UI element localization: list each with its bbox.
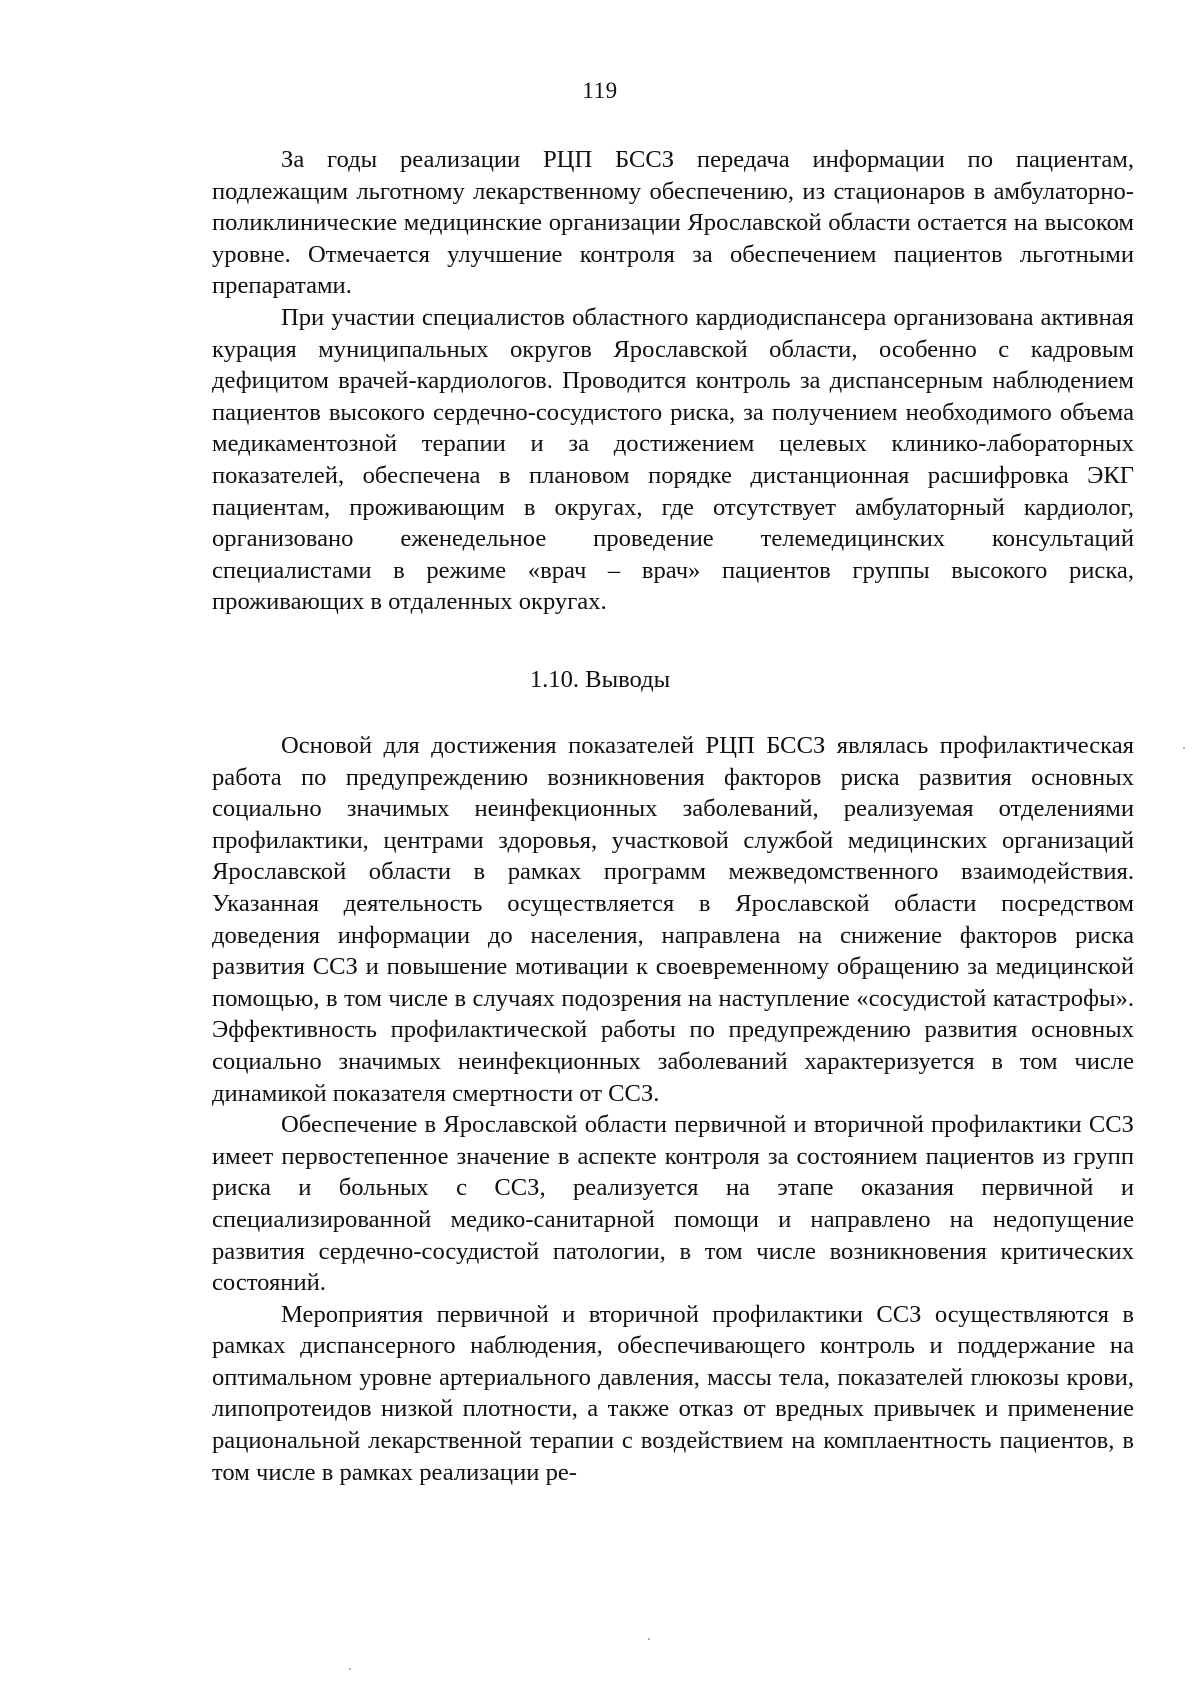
paragraph: Мероприятия первичной и вторичной профилактики ССЗ осуществляются в рамках диспансерного наблюдения, обеспечивающего контроль и поддержание на оптимальном уровне артериального давления, массы тела, показателей глюкозы крови, липопротеидов низкой плотности, а также отказ от вредных привычек и применение рациональной лекарственной терапии с воздействием на комплаентность пациентов, в том числе в рамках реализации ре-	[212, 1300, 1134, 1486]
text-block-before-heading	[212, 144, 1134, 618]
text-block-after-heading	[212, 730, 1134, 1488]
scan-speck	[349, 1668, 351, 1670]
paragraph: Обеспечение в Ярославской области первичной и вторичной профилактики ССЗ имеет первостепенное значение в аспекте контроля за состоянием пациентов из групп риска и больных с ССЗ, реализуется на этапе оказания первичной и специализированной медико-санитарной помощи и направлено на недопущение развития сердечно-сосудистой патологии, в том числе возникновения критических состояний.	[212, 1111, 1134, 1297]
scan-speck	[648, 1638, 650, 1640]
paragraph: При участии специалистов областного кардиодиспансера организована активная курация муниципальных округов Ярославской области, особенно с кадровым дефицитом врачей-кардиологов. Проводится контроль за диспансерным наблюдением пациентов высокого сердечно-сосудистого риска, за получением необходимого объема медикаментозной терапии и за достижением целевых клинико-лабораторных показателей, обеспечена в плановом порядке дистанционная расшифровка ЭКГ пациентам, проживающим в округах, где отсутствует амбулаторный кардиолог, организовано еженедельное проведение телемедицинских консультаций специалистами в режиме «врач – врач» пациентов группы высокого риска, проживающих в отдаленных округах.	[212, 303, 1134, 616]
paragraph: За годы реализации РЦП БССЗ передача информации по пациентам, подлежащим льготному лекарственному обеспечению, из стационаров в амбулаторно-поликлинические медицинские организации Ярославской области остается на высоком уровне. Отмечается улучшение контроля за обеспечением пациентов льготными препаратами.	[212, 146, 1134, 300]
scan-speck	[1183, 747, 1185, 749]
page-number: 119	[582, 78, 618, 103]
paragraph: Основой для достижения показателей РЦП БССЗ являлась профилактическая работа по предупреждению возникновения факторов риска развития основных социально значимых неинфекционных заболеваний, реализуемая отделениями профилактики, центрами здоровья, участковой службой медицинских организаций Ярославской области в рамках программ межведомственного взаимодействия. Указанная деятельность осуществляется в Ярославской области посредством доведения информации до населения, направлена на снижение факторов риска развития ССЗ и повышение мотивации к своевременному обращению за медицинской помощью, в том числе в случаях подозрения на наступление «сосудистой катастрофы». Эффективность профилактической работы по предупреждению развития основных социально значимых неинфекционных заболеваний характеризуется в том числе динамикой показателя смертности от ССЗ.	[212, 732, 1134, 1107]
section-heading: 1.10. Выводы	[529, 666, 671, 693]
